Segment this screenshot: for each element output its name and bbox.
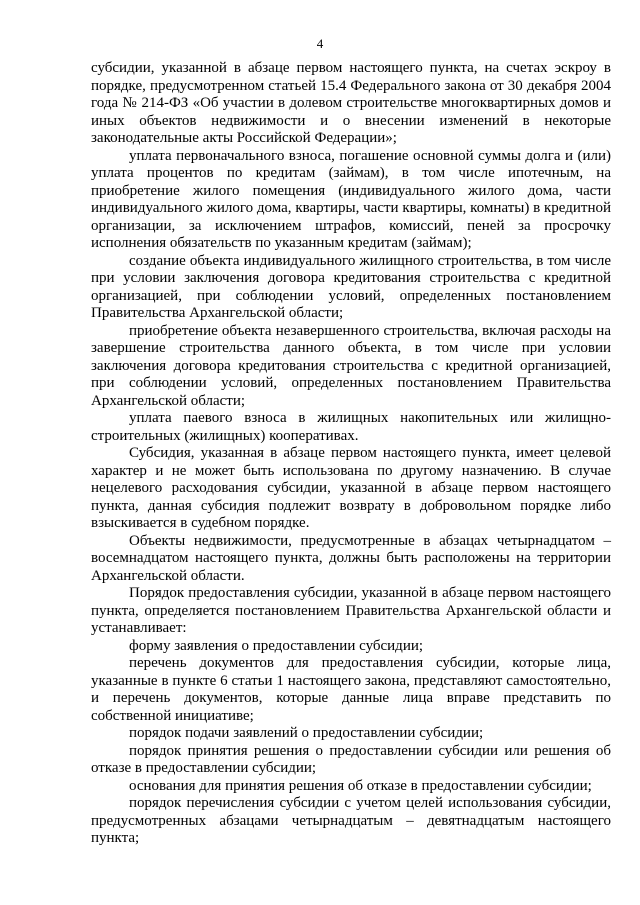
paragraph: форму заявления о предоставлении субсидии; xyxy=(129,637,424,654)
paragraph: перечень документов для предоставления субсидии, которые лица, указанные в пункте 6 статьи 1 настоящего закона, представляют самостоятельно, и перечень документов, которые данные лица вправе представить по собственной инициативе; xyxy=(91,655,611,724)
paragraph: Субсидия, указанная в абзаце первом настоящего пункта, имеет целевой характер и не может быть использована по другому назначению. В случае нецелевого расходования субсидии, указанной в абзаце первом настоящего пункта, данная субсидия подлежит возврату в добровольном порядке либо взыскивается в судебном порядке. xyxy=(91,445,611,531)
document-body xyxy=(91,60,611,848)
paragraph: порядок перечисления субсидии с учетом целей использования субсидии, предусмотренных абзацами четырнадцатым – девятнадцатым настоящего пункта; xyxy=(91,795,611,846)
paragraph: Порядок предоставления субсидии, указанной в абзаце первом настоящего пункта, определяется постановлением Правительства Архангельской области и устанавливает: xyxy=(91,585,611,636)
page-number: 4 xyxy=(316,36,324,51)
paragraph: порядок принятия решения о предоставлении субсидии или решения об отказе в предоставлении субсидии; xyxy=(91,742,611,776)
paragraph: приобретение объекта незавершенного строительства, включая расходы на завершение строительства данного объекта, в том числе при условии заключения договора кредитования строительства с кредитной организацией, при соблюдении условий, определенных постановлением Правительства Архангельской области; xyxy=(91,322,611,409)
paragraph: уплата первоначального взноса, погашение основной суммы долга и (или) уплата процентов по кредитам (займам), в том числе ипотечным, на приобретение жилого помещения (индивидуального жилого дома, части индивидуального жилого дома, квартиры, части квартиры, комнаты) в кредитной организации, за исключением штрафов, комиссий, пеней за просрочку исполнения обязательств по указанным кредитам (займам); xyxy=(91,147,611,251)
paragraph: основания для принятия решения об отказе в предоставлении субсидии; xyxy=(129,777,592,794)
paragraph: создание объекта индивидуального жилищного строительства, в том числе при условии заключения договора кредитования строительства с кредитной организацией, при соблюдении условий, определенных постановлением Правительства Архангельской области; xyxy=(91,252,611,321)
paragraph: уплата паевого взноса в жилищных накопительных или жилищно-строительных (жилищных) кооперативах. xyxy=(91,410,611,444)
paragraph-continuation: субсидии, указанной в абзаце первом настоящего пункта, на счетах эскроу в порядке, предусмотренном статьей 15.4 Федерального закона от 30 декабря 2004 года № 214-ФЗ «Об участии в долевом строительстве многоквартирных домов и иных объектов недвижимости и о внесении изменений в некоторые законодательные акты Российской Федерации»; xyxy=(91,60,611,146)
paragraph: порядок подачи заявлений о предоставлении субсидии; xyxy=(129,725,484,741)
paragraph: Объекты недвижимости, предусмотренные в абзацах четырнадцатом – восемнадцатом настоящего пункта, должны быть расположены на территории Архангельской области. xyxy=(91,532,611,584)
